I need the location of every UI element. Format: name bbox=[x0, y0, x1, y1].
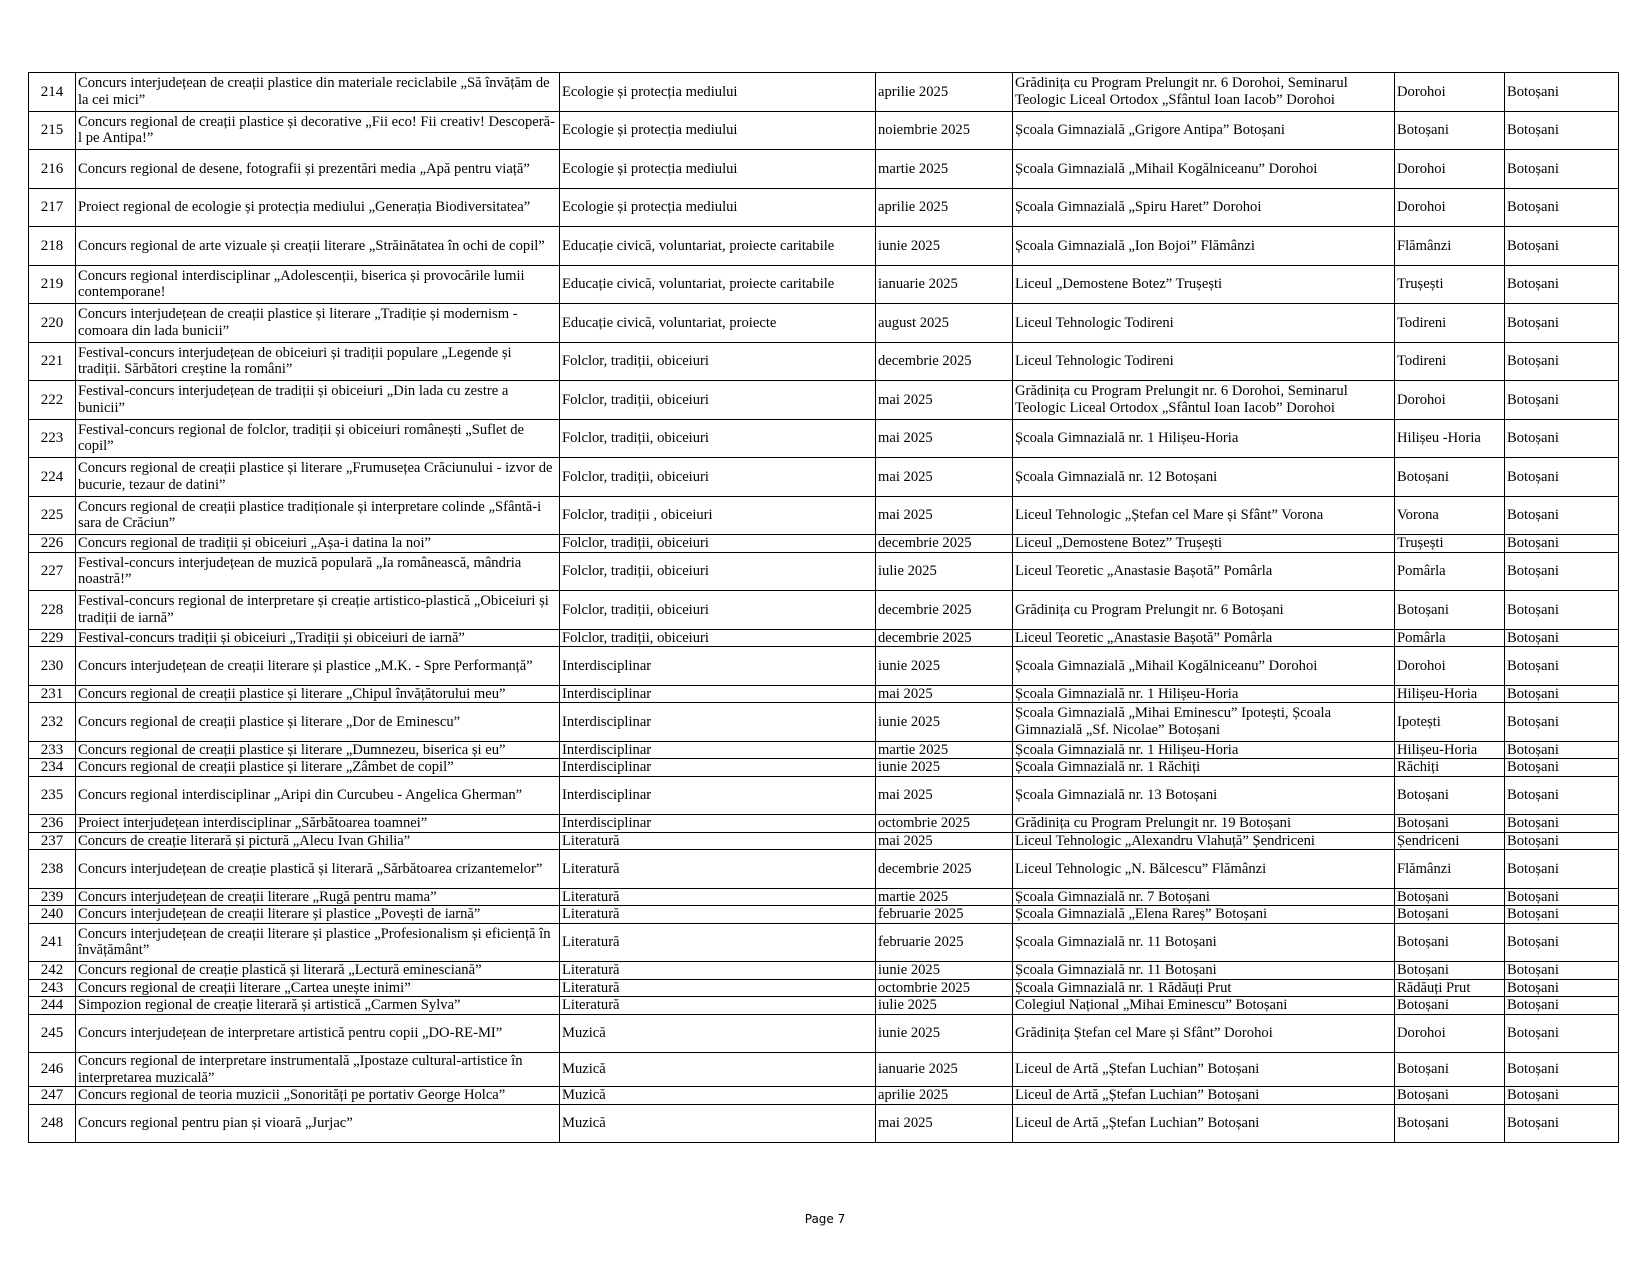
table-row bbox=[29, 815, 1619, 833]
locality: Vorona bbox=[1395, 496, 1505, 535]
county: Botoșani bbox=[1505, 997, 1619, 1015]
activity-title: Concurs regional de creații plastice și decorative „Fii eco! Fii creativ! Descoperă-l pe Antipa!” bbox=[76, 111, 560, 150]
activity-period: ianuarie 2025 bbox=[876, 265, 1013, 304]
row-number: 233 bbox=[29, 741, 76, 759]
activity-period: aprilie 2025 bbox=[876, 188, 1013, 227]
county: Botoșani bbox=[1505, 832, 1619, 850]
school-name: Liceul de Artă „Ștefan Luchian” Botoșani bbox=[1013, 1104, 1395, 1143]
activity-title: Concurs regional de teoria muzicii „Sonorități pe portativ George Holca” bbox=[76, 1087, 560, 1105]
school-name: Liceul „Demostene Botez” Trușești bbox=[1013, 265, 1395, 304]
activity-domain: Literatură bbox=[560, 923, 876, 962]
locality: Hilișeu-Horia bbox=[1395, 741, 1505, 759]
row-number: 221 bbox=[29, 342, 76, 381]
activity-period: martie 2025 bbox=[876, 150, 1013, 189]
school-name: Școala Gimnazială „Mihai Eminescu” Ipotești, Școala Gimnazială „Sf. Nicolae” Botoșani bbox=[1013, 703, 1395, 742]
table-body bbox=[29, 73, 1619, 1143]
table-row bbox=[29, 419, 1619, 458]
activity-title: Concurs interjudețean de creații literare și plastice „M.K. - Spre Performanță” bbox=[76, 647, 560, 686]
activity-title: Festival-concurs interjudețean de muzică populară „Ia românească, mândria noastră!” bbox=[76, 552, 560, 591]
school-name: Școala Gimnazială nr. 1 Hilișeu-Horia bbox=[1013, 741, 1395, 759]
row-number: 226 bbox=[29, 535, 76, 553]
row-number: 220 bbox=[29, 304, 76, 343]
row-number: 239 bbox=[29, 888, 76, 906]
table-row bbox=[29, 685, 1619, 703]
table-row bbox=[29, 888, 1619, 906]
locality: Răchiți bbox=[1395, 759, 1505, 777]
activity-domain: Ecologie și protecția mediului bbox=[560, 111, 876, 150]
table-row bbox=[29, 150, 1619, 189]
locality: Dorohoi bbox=[1395, 188, 1505, 227]
row-number: 240 bbox=[29, 906, 76, 924]
table-row bbox=[29, 552, 1619, 591]
locality: Todireni bbox=[1395, 342, 1505, 381]
table-row bbox=[29, 703, 1619, 742]
activity-period: iunie 2025 bbox=[876, 647, 1013, 686]
county: Botoșani bbox=[1505, 304, 1619, 343]
locality: Flămânzi bbox=[1395, 850, 1505, 889]
locality: Șendriceni bbox=[1395, 832, 1505, 850]
table-row bbox=[29, 111, 1619, 150]
school-name: Liceul Tehnologic „N. Bălcescu” Flămânzi bbox=[1013, 850, 1395, 889]
activity-period: februarie 2025 bbox=[876, 906, 1013, 924]
row-number: 245 bbox=[29, 1014, 76, 1053]
locality: Trușești bbox=[1395, 265, 1505, 304]
activity-title: Concurs regional pentru pian și vioară „Jurjac” bbox=[76, 1104, 560, 1143]
activity-domain: Interdisciplinar bbox=[560, 685, 876, 703]
activity-period: iulie 2025 bbox=[876, 552, 1013, 591]
activity-title: Concurs regional de creații plastice și literare „Dor de Eminescu” bbox=[76, 703, 560, 742]
school-name: Liceul de Artă „Ștefan Luchian” Botoșani bbox=[1013, 1053, 1395, 1087]
table-row bbox=[29, 629, 1619, 647]
school-name: Grădinița Ștefan cel Mare și Sfânt” Dorohoi bbox=[1013, 1014, 1395, 1053]
locality: Dorohoi bbox=[1395, 73, 1505, 112]
school-name: Școala Gimnazială „Elena Rareș” Botoșani bbox=[1013, 906, 1395, 924]
school-name: Liceul Tehnologic „Ștefan cel Mare și Sfânt” Vorona bbox=[1013, 496, 1395, 535]
activity-period: mai 2025 bbox=[876, 419, 1013, 458]
school-name: Grădinița cu Program Prelungit nr. 19 Botoșani bbox=[1013, 815, 1395, 833]
activity-domain: Ecologie și protecția mediului bbox=[560, 150, 876, 189]
table-row bbox=[29, 923, 1619, 962]
table-row bbox=[29, 265, 1619, 304]
county: Botoșani bbox=[1505, 741, 1619, 759]
county: Botoșani bbox=[1505, 419, 1619, 458]
activity-period: mai 2025 bbox=[876, 458, 1013, 497]
table-row bbox=[29, 741, 1619, 759]
county: Botoșani bbox=[1505, 1104, 1619, 1143]
school-name: Școala Gimnazială nr. 1 Răchiți bbox=[1013, 759, 1395, 777]
activity-period: martie 2025 bbox=[876, 741, 1013, 759]
activity-period: mai 2025 bbox=[876, 1104, 1013, 1143]
table-row bbox=[29, 227, 1619, 266]
row-number: 234 bbox=[29, 759, 76, 777]
row-number: 218 bbox=[29, 227, 76, 266]
activity-domain: Ecologie și protecția mediului bbox=[560, 188, 876, 227]
row-number: 225 bbox=[29, 496, 76, 535]
locality: Botoșani bbox=[1395, 111, 1505, 150]
activity-title: Concurs regional de desene, fotografii și prezentări media „Apă pentru viață” bbox=[76, 150, 560, 189]
activity-title: Proiect interjudețean interdisciplinar „Sărbătoarea toamnei” bbox=[76, 815, 560, 833]
table-row bbox=[29, 342, 1619, 381]
county: Botoșani bbox=[1505, 265, 1619, 304]
school-name: Liceul Tehnologic Todireni bbox=[1013, 304, 1395, 343]
activity-title: Festival-concurs regional de interpretare și creație artistico-plastică „Obiceiuri și tradiții de iarnă” bbox=[76, 591, 560, 630]
row-number: 217 bbox=[29, 188, 76, 227]
table-row bbox=[29, 850, 1619, 889]
table-row bbox=[29, 304, 1619, 343]
activity-domain: Muzică bbox=[560, 1104, 876, 1143]
county: Botoșani bbox=[1505, 552, 1619, 591]
activity-title: Concurs regional de creații plastice tradiționale și interpretare colinde „Sfântă-i sara de Crăciun” bbox=[76, 496, 560, 535]
row-number: 236 bbox=[29, 815, 76, 833]
activity-period: aprilie 2025 bbox=[876, 1087, 1013, 1105]
school-name: Colegiul Național „Mihai Eminescu” Botoșani bbox=[1013, 997, 1395, 1015]
activity-title: Concurs interjudețean de creație plastică și literară „Sărbătoarea crizantemelor” bbox=[76, 850, 560, 889]
activity-title: Concurs de creație literară și pictură „Alecu Ivan Ghilia” bbox=[76, 832, 560, 850]
locality: Rădăuți Prut bbox=[1395, 979, 1505, 997]
county: Botoșani bbox=[1505, 188, 1619, 227]
locality: Trușești bbox=[1395, 535, 1505, 553]
activity-domain: Interdisciplinar bbox=[560, 776, 876, 815]
table-row bbox=[29, 962, 1619, 980]
row-number: 243 bbox=[29, 979, 76, 997]
activity-domain: Literatură bbox=[560, 979, 876, 997]
activity-domain: Educație civică, voluntariat, proiecte bbox=[560, 304, 876, 343]
activity-domain: Muzică bbox=[560, 1087, 876, 1105]
school-name: Școala Gimnazială „Spiru Haret” Dorohoi bbox=[1013, 188, 1395, 227]
county: Botoșani bbox=[1505, 535, 1619, 553]
activity-title: Simpozion regional de creație literară și artistică „Carmen Sylva” bbox=[76, 997, 560, 1015]
school-name: Școala Gimnazială nr. 1 Hilișeu-Horia bbox=[1013, 419, 1395, 458]
activity-period: mai 2025 bbox=[876, 381, 1013, 420]
school-name: Liceul Teoretic „Anastasie Bașotă” Pomârla bbox=[1013, 552, 1395, 591]
school-name: Școala Gimnazială nr. 7 Botoșani bbox=[1013, 888, 1395, 906]
row-number: 242 bbox=[29, 962, 76, 980]
activity-period: iunie 2025 bbox=[876, 759, 1013, 777]
county: Botoșani bbox=[1505, 342, 1619, 381]
activity-title: Concurs regional de creație plastică și literară „Lectură eminesciană” bbox=[76, 962, 560, 980]
row-number: 215 bbox=[29, 111, 76, 150]
activity-domain: Ecologie și protecția mediului bbox=[560, 73, 876, 112]
table-row bbox=[29, 1014, 1619, 1053]
locality: Botoșani bbox=[1395, 1104, 1505, 1143]
school-name: Liceul Tehnologic „Alexandru Vlahuță” Șendriceni bbox=[1013, 832, 1395, 850]
school-name: Școala Gimnazială nr. 1 Hilișeu-Horia bbox=[1013, 685, 1395, 703]
activity-title: Concurs regional de creații plastice și literare „Chipul învățătorului meu” bbox=[76, 685, 560, 703]
school-name: Grădinița cu Program Prelungit nr. 6 Dorohoi, Seminarul Teologic Liceal Ortodox „Sfântul Ioan Iacob” Dorohoi bbox=[1013, 73, 1395, 112]
county: Botoșani bbox=[1505, 647, 1619, 686]
school-name: Școala Gimnazială „Mihail Kogălniceanu” Dorohoi bbox=[1013, 647, 1395, 686]
activity-period: decembrie 2025 bbox=[876, 342, 1013, 381]
row-number: 219 bbox=[29, 265, 76, 304]
activity-domain: Folclor, tradiții, obiceiuri bbox=[560, 629, 876, 647]
locality: Botoșani bbox=[1395, 591, 1505, 630]
school-name: Școala Gimnazială nr. 1 Rădăuți Prut bbox=[1013, 979, 1395, 997]
activity-domain: Educație civică, voluntariat, proiecte caritabile bbox=[560, 265, 876, 304]
activity-period: octombrie 2025 bbox=[876, 979, 1013, 997]
school-name: Liceul de Artă „Ștefan Luchian” Botoșani bbox=[1013, 1087, 1395, 1105]
county: Botoșani bbox=[1505, 381, 1619, 420]
county: Botoșani bbox=[1505, 1014, 1619, 1053]
activity-domain: Literatură bbox=[560, 850, 876, 889]
locality: Dorohoi bbox=[1395, 1014, 1505, 1053]
row-number: 246 bbox=[29, 1053, 76, 1087]
table-row bbox=[29, 1104, 1619, 1143]
locality: Hilișeu-Horia bbox=[1395, 685, 1505, 703]
county: Botoșani bbox=[1505, 962, 1619, 980]
table-row bbox=[29, 647, 1619, 686]
county: Botoșani bbox=[1505, 759, 1619, 777]
row-number: 238 bbox=[29, 850, 76, 889]
activity-period: mai 2025 bbox=[876, 832, 1013, 850]
activity-domain: Folclor, tradiții, obiceiuri bbox=[560, 535, 876, 553]
activity-title: Concurs interjudețean de creații plastice din materiale reciclabile „Să învățăm de la cei mici” bbox=[76, 73, 560, 112]
activity-domain: Folclor, tradiții, obiceiuri bbox=[560, 591, 876, 630]
school-name: Școala Gimnazială nr. 13 Botoșani bbox=[1013, 776, 1395, 815]
school-name: Școala Gimnazială „Ion Bojoi” Flămânzi bbox=[1013, 227, 1395, 266]
school-name: Școala Gimnazială nr. 12 Botoșani bbox=[1013, 458, 1395, 497]
county: Botoșani bbox=[1505, 923, 1619, 962]
activity-domain: Folclor, tradiții, obiceiuri bbox=[560, 342, 876, 381]
activity-period: aprilie 2025 bbox=[876, 73, 1013, 112]
activity-domain: Interdisciplinar bbox=[560, 647, 876, 686]
activity-domain: Interdisciplinar bbox=[560, 703, 876, 742]
row-number: 230 bbox=[29, 647, 76, 686]
activity-title: Concurs regional interdisciplinar „Adolescenții, biserica și provocările lumii contemporane! bbox=[76, 265, 560, 304]
row-number: 216 bbox=[29, 150, 76, 189]
county: Botoșani bbox=[1505, 629, 1619, 647]
school-name: Liceul „Demostene Botez” Trușești bbox=[1013, 535, 1395, 553]
activity-period: iunie 2025 bbox=[876, 1014, 1013, 1053]
activity-period: decembrie 2025 bbox=[876, 850, 1013, 889]
locality: Botoșani bbox=[1395, 997, 1505, 1015]
activity-domain: Muzică bbox=[560, 1053, 876, 1087]
locality: Flămânzi bbox=[1395, 227, 1505, 266]
table-row bbox=[29, 1087, 1619, 1105]
locality: Botoșani bbox=[1395, 888, 1505, 906]
school-name: Liceul Teoretic „Anastasie Bașotă” Pomârla bbox=[1013, 629, 1395, 647]
activity-period: mai 2025 bbox=[876, 685, 1013, 703]
activity-title: Proiect regional de ecologie și protecția mediului „Generația Biodiversitatea” bbox=[76, 188, 560, 227]
row-number: 237 bbox=[29, 832, 76, 850]
row-number: 247 bbox=[29, 1087, 76, 1105]
activity-title: Concurs regional de creații literare „Cartea unește inimi” bbox=[76, 979, 560, 997]
county: Botoșani bbox=[1505, 906, 1619, 924]
locality: Botoșani bbox=[1395, 923, 1505, 962]
county: Botoșani bbox=[1505, 227, 1619, 266]
row-number: 214 bbox=[29, 73, 76, 112]
activity-period: mai 2025 bbox=[876, 496, 1013, 535]
row-number: 235 bbox=[29, 776, 76, 815]
activity-domain: Muzică bbox=[560, 1014, 876, 1053]
activity-period: decembrie 2025 bbox=[876, 591, 1013, 630]
school-name: Școala Gimnazială nr. 11 Botoșani bbox=[1013, 962, 1395, 980]
activity-period: februarie 2025 bbox=[876, 923, 1013, 962]
table-row bbox=[29, 188, 1619, 227]
locality: Hilișeu -Horia bbox=[1395, 419, 1505, 458]
school-name: Școala Gimnazială „Grigore Antipa” Botoșani bbox=[1013, 111, 1395, 150]
activity-title: Festival-concurs regional de folclor, tradiții și obiceiuri românești „Suflet de copil” bbox=[76, 419, 560, 458]
locality: Botoșani bbox=[1395, 1087, 1505, 1105]
row-number: 248 bbox=[29, 1104, 76, 1143]
activity-domain: Folclor, tradiții, obiceiuri bbox=[560, 552, 876, 591]
school-name: Grădinița cu Program Prelungit nr. 6 Botoșani bbox=[1013, 591, 1395, 630]
activity-period: martie 2025 bbox=[876, 888, 1013, 906]
activity-domain: Folclor, tradiții, obiceiuri bbox=[560, 458, 876, 497]
table-row bbox=[29, 535, 1619, 553]
row-number: 241 bbox=[29, 923, 76, 962]
activity-domain: Folclor, tradiții, obiceiuri bbox=[560, 381, 876, 420]
table-row bbox=[29, 1053, 1619, 1087]
activity-title: Festival-concurs interjudețean de obiceiuri și tradiții populare „Legende și tradiții. Sărbători creștine la români” bbox=[76, 342, 560, 381]
locality: Botoșani bbox=[1395, 815, 1505, 833]
activity-title: Concurs interjudețean de creații literare și plastice „Profesionalism și eficiență în învățământ” bbox=[76, 923, 560, 962]
locality: Pomârla bbox=[1395, 629, 1505, 647]
row-number: 223 bbox=[29, 419, 76, 458]
activity-domain: Literatură bbox=[560, 997, 876, 1015]
county: Botoșani bbox=[1505, 73, 1619, 112]
county: Botoșani bbox=[1505, 1053, 1619, 1087]
school-name: Școala Gimnazială „Mihail Kogălniceanu” Dorohoi bbox=[1013, 150, 1395, 189]
activity-period: decembrie 2025 bbox=[876, 535, 1013, 553]
activity-title: Festival-concurs interjudețean de tradiții și obiceiuri „Din lada cu zestre a bunicii” bbox=[76, 381, 560, 420]
county: Botoșani bbox=[1505, 776, 1619, 815]
activity-domain: Literatură bbox=[560, 906, 876, 924]
activity-title: Concurs regional interdisciplinar „Aripi din Curcubeu - Angelica Gherman” bbox=[76, 776, 560, 815]
table-row bbox=[29, 759, 1619, 777]
activity-period: decembrie 2025 bbox=[876, 629, 1013, 647]
row-number: 228 bbox=[29, 591, 76, 630]
activity-title: Concurs regional de creații plastice și literare „Frumusețea Crăciunului - izvor de bucurie, tezaur de datini” bbox=[76, 458, 560, 497]
activity-title: Concurs regional de creații plastice și literare „Zâmbet de copil” bbox=[76, 759, 560, 777]
locality: Pomârla bbox=[1395, 552, 1505, 591]
activity-period: noiembrie 2025 bbox=[876, 111, 1013, 150]
row-number: 244 bbox=[29, 997, 76, 1015]
activity-domain: Interdisciplinar bbox=[560, 741, 876, 759]
page-number: Page 7 bbox=[804, 1212, 846, 1226]
activity-domain: Literatură bbox=[560, 962, 876, 980]
activity-title: Concurs interjudețean de creații plastice și literare „Tradiție și modernism - comoara din lada bunicii” bbox=[76, 304, 560, 343]
competitions-table bbox=[28, 72, 1619, 1143]
activity-domain: Interdisciplinar bbox=[560, 759, 876, 777]
activity-domain: Interdisciplinar bbox=[560, 815, 876, 833]
row-number: 231 bbox=[29, 685, 76, 703]
table-row bbox=[29, 496, 1619, 535]
locality: Botoșani bbox=[1395, 776, 1505, 815]
county: Botoșani bbox=[1505, 888, 1619, 906]
activity-period: ianuarie 2025 bbox=[876, 1053, 1013, 1087]
activity-period: august 2025 bbox=[876, 304, 1013, 343]
activity-title: Concurs regional de tradiții și obiceiuri „Așa-i datina la noi” bbox=[76, 535, 560, 553]
table-row bbox=[29, 73, 1619, 112]
row-number: 229 bbox=[29, 629, 76, 647]
locality: Botoșani bbox=[1395, 458, 1505, 497]
county: Botoșani bbox=[1505, 1087, 1619, 1105]
activity-title: Concurs interjudețean de creații literare „Rugă pentru mama” bbox=[76, 888, 560, 906]
county: Botoșani bbox=[1505, 591, 1619, 630]
activity-title: Concurs regional de creații plastice și literare „Dumnezeu, biserica și eu” bbox=[76, 741, 560, 759]
activity-period: iunie 2025 bbox=[876, 227, 1013, 266]
locality: Ipotești bbox=[1395, 703, 1505, 742]
county: Botoșani bbox=[1505, 111, 1619, 150]
locality: Dorohoi bbox=[1395, 647, 1505, 686]
locality: Botoșani bbox=[1395, 1053, 1505, 1087]
table-row bbox=[29, 591, 1619, 630]
row-number: 222 bbox=[29, 381, 76, 420]
locality: Botoșani bbox=[1395, 906, 1505, 924]
activity-title: Concurs interjudețean de interpretare artistică pentru copii „DO-RE-MI” bbox=[76, 1014, 560, 1053]
row-number: 232 bbox=[29, 703, 76, 742]
activity-title: Concurs interjudețean de creații literare și plastice „Povești de iarnă” bbox=[76, 906, 560, 924]
table-row bbox=[29, 832, 1619, 850]
activity-domain: Folclor, tradiții , obiceiuri bbox=[560, 496, 876, 535]
locality: Todireni bbox=[1395, 304, 1505, 343]
activity-title: Concurs regional de arte vizuale și creații literare „Străinătatea în ochi de copil” bbox=[76, 227, 560, 266]
county: Botoșani bbox=[1505, 850, 1619, 889]
activity-period: mai 2025 bbox=[876, 776, 1013, 815]
locality: Dorohoi bbox=[1395, 381, 1505, 420]
county: Botoșani bbox=[1505, 815, 1619, 833]
school-name: Grădinița cu Program Prelungit nr. 6 Dorohoi, Seminarul Teologic Liceal Ortodox „Sfântul Ioan Iacob” Dorohoi bbox=[1013, 381, 1395, 420]
table-row bbox=[29, 458, 1619, 497]
table-row bbox=[29, 381, 1619, 420]
row-number: 227 bbox=[29, 552, 76, 591]
county: Botoșani bbox=[1505, 458, 1619, 497]
locality: Dorohoi bbox=[1395, 150, 1505, 189]
activity-title: Concurs regional de interpretare instrumentală „Ipostaze cultural-artistice în interpretarea muzicală” bbox=[76, 1053, 560, 1087]
activity-domain: Folclor, tradiții, obiceiuri bbox=[560, 419, 876, 458]
activity-period: octombrie 2025 bbox=[876, 815, 1013, 833]
table-row bbox=[29, 979, 1619, 997]
county: Botoșani bbox=[1505, 703, 1619, 742]
row-number: 224 bbox=[29, 458, 76, 497]
table-row bbox=[29, 997, 1619, 1015]
activity-domain: Educație civică, voluntariat, proiecte caritabile bbox=[560, 227, 876, 266]
county: Botoșani bbox=[1505, 496, 1619, 535]
activity-period: iunie 2025 bbox=[876, 703, 1013, 742]
county: Botoșani bbox=[1505, 150, 1619, 189]
county: Botoșani bbox=[1505, 979, 1619, 997]
table-row bbox=[29, 906, 1619, 924]
activity-period: iulie 2025 bbox=[876, 997, 1013, 1015]
school-name: Liceul Tehnologic Todireni bbox=[1013, 342, 1395, 381]
activity-period: iunie 2025 bbox=[876, 962, 1013, 980]
school-name: Școala Gimnazială nr. 11 Botoșani bbox=[1013, 923, 1395, 962]
table-row bbox=[29, 776, 1619, 815]
county: Botoșani bbox=[1505, 685, 1619, 703]
locality: Botoșani bbox=[1395, 962, 1505, 980]
activity-domain: Literatură bbox=[560, 888, 876, 906]
activity-domain: Literatură bbox=[560, 832, 876, 850]
activity-title: Festival-concurs tradiții și obiceiuri „Tradiții și obiceiuri de iarnă” bbox=[76, 629, 560, 647]
